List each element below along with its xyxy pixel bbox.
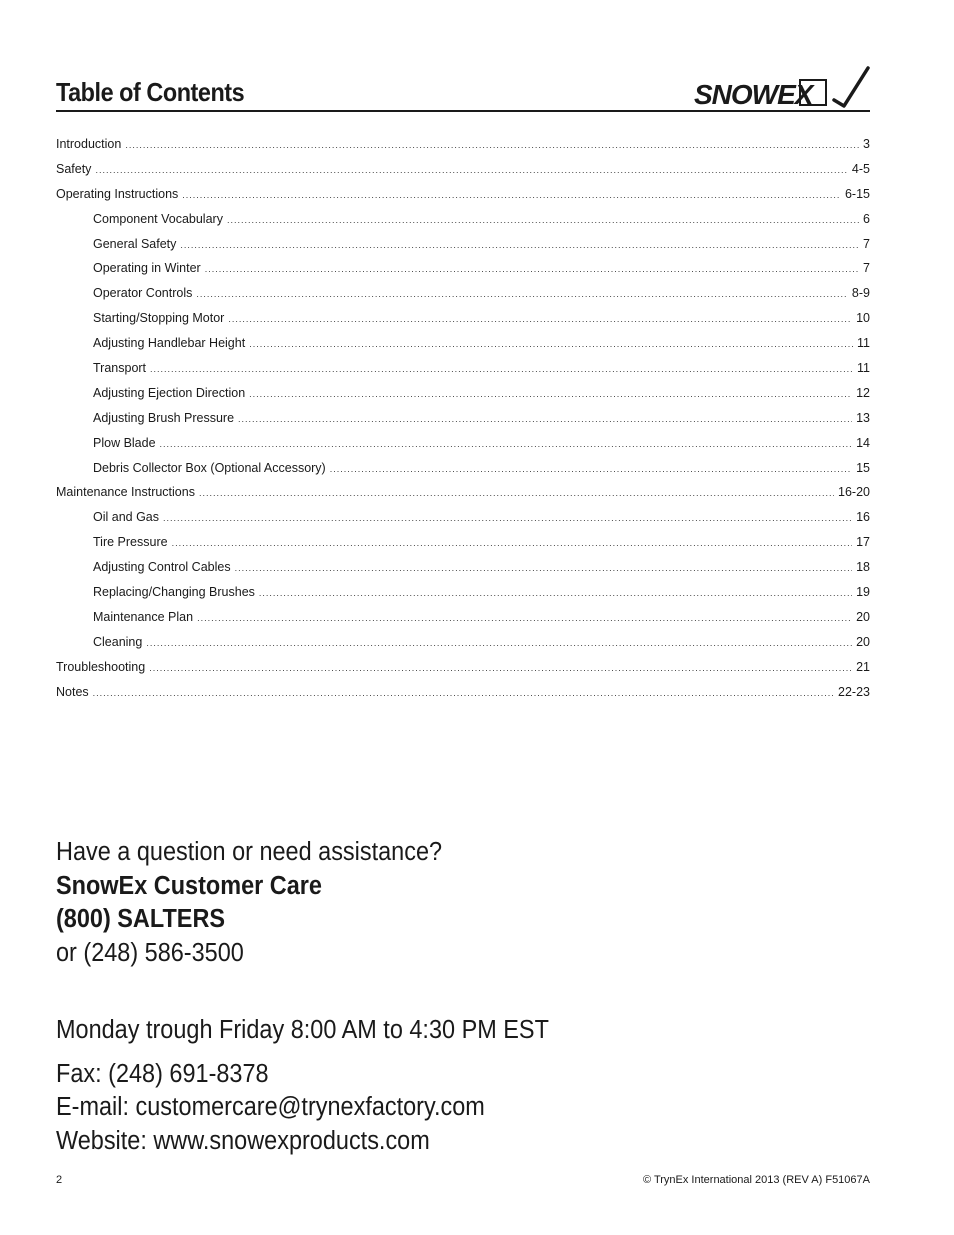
toc-dot-leader [249,332,853,357]
toc-entry-label: Replacing/Changing Brushes [93,585,255,600]
toc-entry-page: 13 [856,410,870,425]
toc-entry-label: Transport [93,361,147,376]
toc-entry-page: 18 [856,560,870,575]
toc-dot-leader [93,681,834,706]
contact-question: Have a question or need assistance? [56,838,443,866]
toc-entry-label: General Safety [93,236,177,251]
toc-dot-leader [95,158,847,183]
toc-entry[interactable] [56,456,870,481]
toc-entry-page: 20 [856,634,870,649]
snowex-logo [694,64,870,108]
toc-entry-page: 4-5 [851,161,870,176]
contact-block [56,836,700,1158]
toc-entry-page: 16 [856,510,870,525]
toc-dot-leader [172,531,853,556]
toc-dot-leader [238,407,852,432]
toc-dot-leader [163,506,852,531]
toc-entry-label: Maintenance Plan [93,609,194,624]
toc-dot-leader [149,656,852,681]
toc-entry-label: Debris Collector Box (Optional Accessory) [93,460,326,475]
contact-phone-alt: or (248) 586-3500 [56,938,244,967]
toc-entry-page: 8-9 [851,286,870,301]
toc-dot-leader [182,183,841,208]
contact-phone-primary: (800) SALTERS [56,905,226,933]
toc-entry[interactable] [56,630,870,655]
toc-entry[interactable] [56,605,870,630]
toc-entry-page: 16-20 [838,485,870,500]
contact-hours: Monday trough Friday 8:00 AM to 4:30 PM EST [56,1016,549,1044]
toc-entry[interactable] [56,207,870,232]
toc-dot-leader [249,382,852,407]
table-of-contents [56,132,870,704]
toc-entry-page: 21 [856,659,870,674]
toc-entry-page: 20 [856,609,870,624]
toc-entry[interactable] [56,406,870,431]
toc-entry-page: 10 [856,311,870,326]
toc-entry-label: Adjusting Handlebar Height [93,336,246,351]
page-header [56,62,870,112]
toc-entry[interactable] [56,480,870,505]
toc-entry-page: 14 [856,435,870,450]
toc-entry-page: 7 [863,236,870,251]
toc-dot-leader [205,257,859,282]
toc-dot-leader [330,457,852,482]
toc-entry-label: Troubleshooting [56,659,146,674]
toc-entry[interactable] [56,132,870,157]
toc-dot-leader [197,606,852,631]
toc-entry[interactable] [56,680,870,705]
page-footer [56,1174,870,1192]
toc-entry-label: Starting/Stopping Motor [93,311,225,326]
toc-entry[interactable] [56,281,870,306]
toc-dot-leader [259,581,852,606]
toc-entry-page: 7 [863,261,870,276]
toc-entry[interactable] [56,580,870,605]
toc-dot-leader [125,133,859,158]
toc-dot-leader [146,631,852,656]
toc-entry-page: 19 [856,585,870,600]
contact-fax: Fax: (248) 691-8378 [56,1059,269,1088]
toc-entry-label: Operating in Winter [93,261,201,276]
page-title: Table of Contents [56,77,245,107]
toc-entry[interactable] [56,381,870,406]
toc-entry-label: Notes [56,684,89,699]
toc-entry[interactable] [56,431,870,456]
toc-entry[interactable] [56,256,870,281]
toc-entry[interactable] [56,232,870,257]
toc-entry-page: 3 [863,137,870,151]
toc-entry[interactable] [56,530,870,555]
toc-entry-page: 17 [856,535,870,550]
toc-dot-leader [228,307,852,332]
toc-dot-leader [160,432,853,457]
page-number: 2 [56,1174,63,1186]
toc-entry-label: Oil and Gas [93,510,160,525]
toc-dot-leader [150,357,853,382]
toc-entry[interactable] [56,356,870,381]
toc-entry[interactable] [56,555,870,580]
toc-dot-leader [235,556,853,581]
toc-entry-page: 6 [863,211,870,226]
toc-entry-page: 22-23 [838,684,870,699]
toc-entry[interactable] [56,306,870,331]
toc-entry-page: 15 [856,460,870,475]
contact-website[interactable]: Website: www.snowexproducts.com [56,1126,430,1155]
snowex-logo-mark [694,64,870,108]
toc-entry-label: Adjusting Brush Pressure [93,410,235,425]
toc-entry-page: 12 [856,385,870,400]
toc-dot-leader [180,233,859,258]
logo-wordmark: SNOWEX [694,79,813,108]
toc-entry-label: Operator Controls [93,286,193,301]
toc-entry-label: Introduction [56,137,122,151]
toc-entry[interactable] [56,331,870,356]
toc-entry[interactable] [56,182,870,207]
toc-entry-page: 6-15 [844,186,870,201]
toc-entry-label: Operating Instructions [56,186,179,201]
toc-entry-label: Plow Blade [93,435,156,450]
toc-entry-label: Safety [56,161,92,176]
toc-dot-leader [227,208,859,233]
toc-entry-label: Adjusting Control Cables [93,560,231,575]
toc-entry-page: 11 [857,361,870,376]
toc-entry[interactable] [56,505,870,530]
copyright-notice: © TrynEx International 2013 (REV A) F51067A [642,1174,870,1186]
toc-entry-label: Adjusting Ejection Direction [93,385,246,400]
contact-email[interactable]: E-mail: customercare@trynexfactory.com [56,1093,485,1121]
toc-entry-label: Cleaning [93,634,143,649]
toc-dot-leader [199,481,834,506]
toc-entry[interactable] [56,157,870,182]
contact-care-name: SnowEx Customer Care [56,871,322,900]
toc-entry-label: Maintenance Instructions [56,485,195,500]
toc-entry[interactable] [56,655,870,680]
toc-entry-label: Tire Pressure [93,535,168,550]
toc-entry-label: Component Vocabulary [93,211,223,226]
toc-entry-page: 11 [857,336,870,351]
toc-dot-leader [196,282,848,307]
